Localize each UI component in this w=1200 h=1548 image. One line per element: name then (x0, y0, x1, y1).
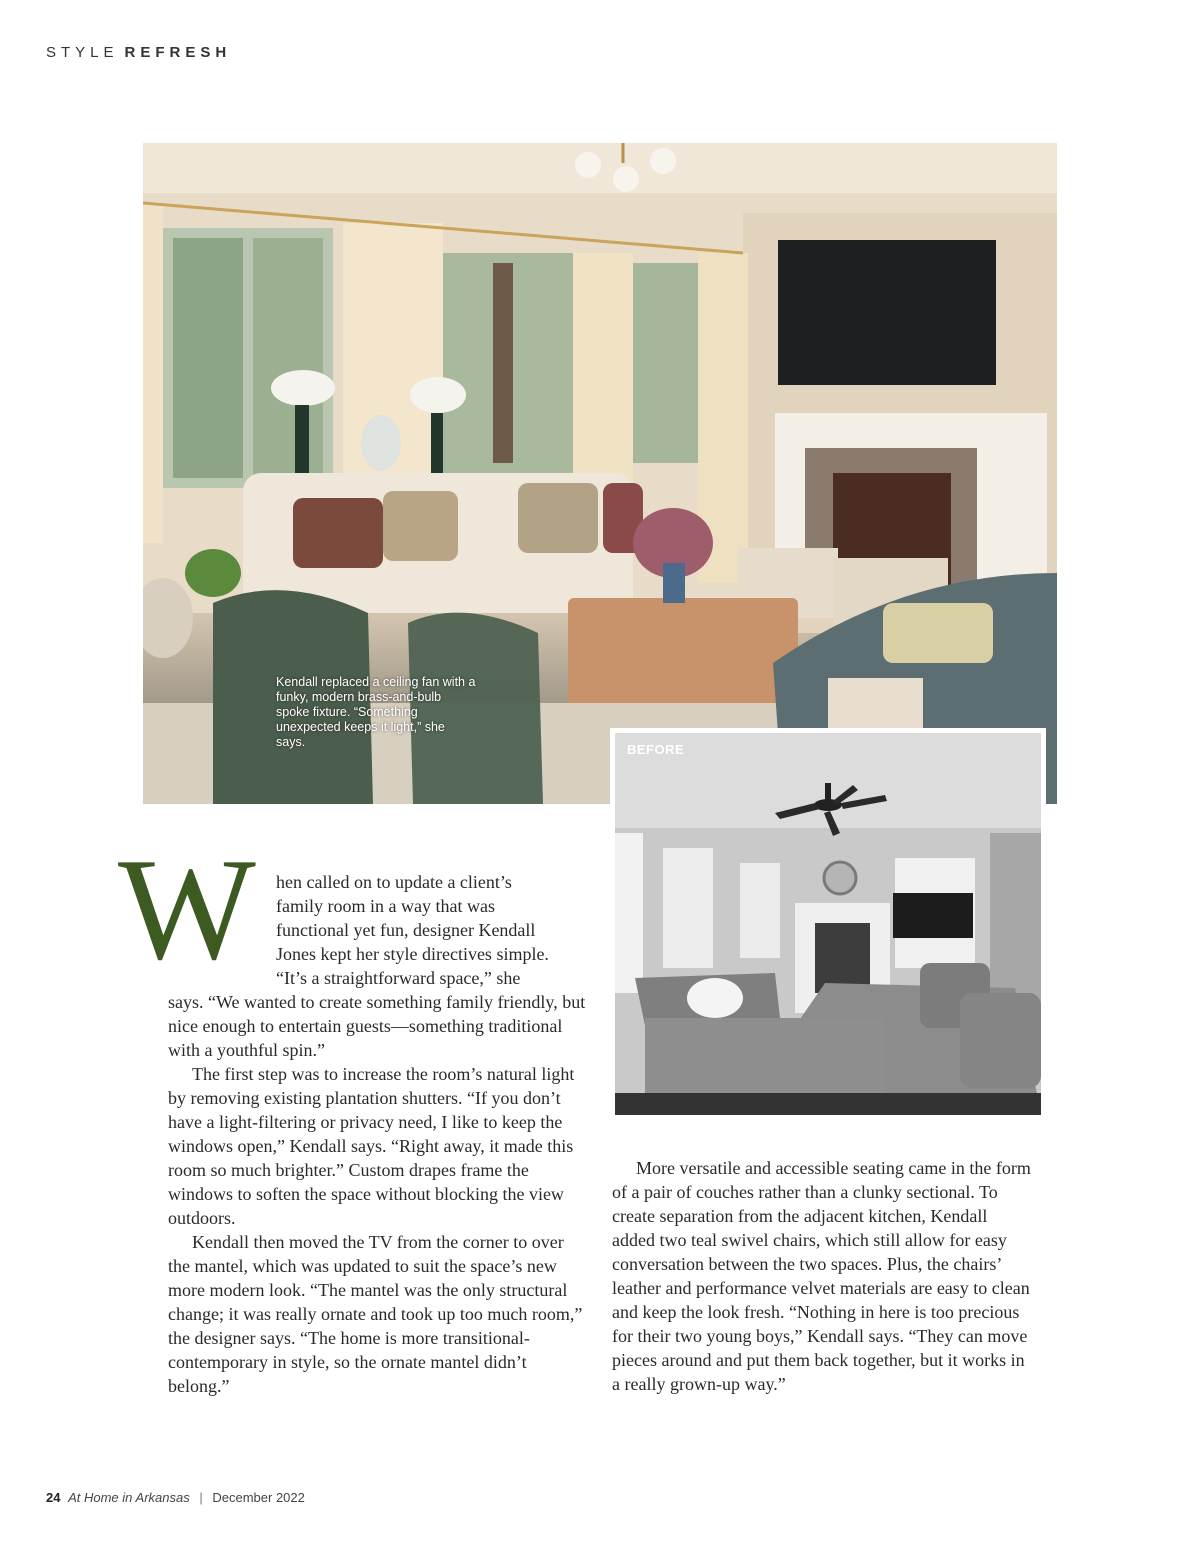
body-paragraph: The first step was to increase the room’s natural light by removing existing plantation shutters. “If you don’t have a light-filtering or privacy need, I like to keep the windows open,” Kendall says. “Right away, it made this room so much brighter.” Custom drapes frame the windows to soften the space without blocking the view outdoors. (168, 1064, 575, 1228)
section-word-style: STYLE (46, 44, 119, 61)
magazine-name: At Home in Arkansas (68, 1490, 190, 1505)
body-paragraph: More versatile and accessible seating came in the form of a pair of couches rather than a clunky sectional. To create separation from the adjacent kitchen, Kendall added two teal swivel chairs, which still allow for easy conversation between the two spaces. Plus, the chairs’ leather and performance velvet materials are easy to clean and keep the look fresh. “Nothing in here is too precious for their two young boys,” Kendall says. “They can move pieces around and put them back together, but it works in a really grown-up way.” (612, 1158, 1031, 1394)
article-column-right (612, 1156, 1034, 1396)
lead-line: family room in a way that was (276, 896, 495, 916)
lead-line: hen called on to update a client’s (276, 872, 512, 892)
lead-line: functional yet fun, designer Kendall (276, 920, 536, 940)
lead-lines (276, 870, 588, 990)
before-label: BEFORE (627, 742, 685, 757)
page-number: 24 (46, 1490, 61, 1505)
lead-line: “It’s a straightforward space,” she (276, 968, 521, 988)
photo-caption: Kendall replaced a ceiling fan with a funky, modern brass-and-bulb spoke fixture. “Something unexpected keeps it light,” she says. (276, 675, 476, 749)
section-word-refresh: REFRESH (124, 44, 232, 61)
living-room-photo (143, 143, 1057, 804)
drop-cap: W (118, 828, 256, 990)
page-footer (46, 1490, 305, 1505)
article-column-left (168, 990, 588, 1398)
footer-separator: | (199, 1490, 203, 1505)
before-photo (615, 733, 1041, 1115)
before-room-illustration (615, 733, 1041, 1115)
lead-paragraph-rest: says. “We wanted to create something family friendly, but nice enough to entertain guests—something traditional with a youthful spin.” (168, 992, 586, 1060)
body-paragraph: Kendall then moved the TV from the corner to over the mantel, which was updated to suit the space’s new more modern look. “The mantel was the only structural change; it was really ornate and took up too much room,” the designer says. “The home is more transitional-contemporary in style, so the ornate mantel didn’t belong.” (168, 1232, 583, 1396)
issue-date: December 2022 (212, 1490, 305, 1505)
lead-line: Jones kept her style directives simple. (276, 944, 549, 964)
section-header (46, 44, 231, 61)
